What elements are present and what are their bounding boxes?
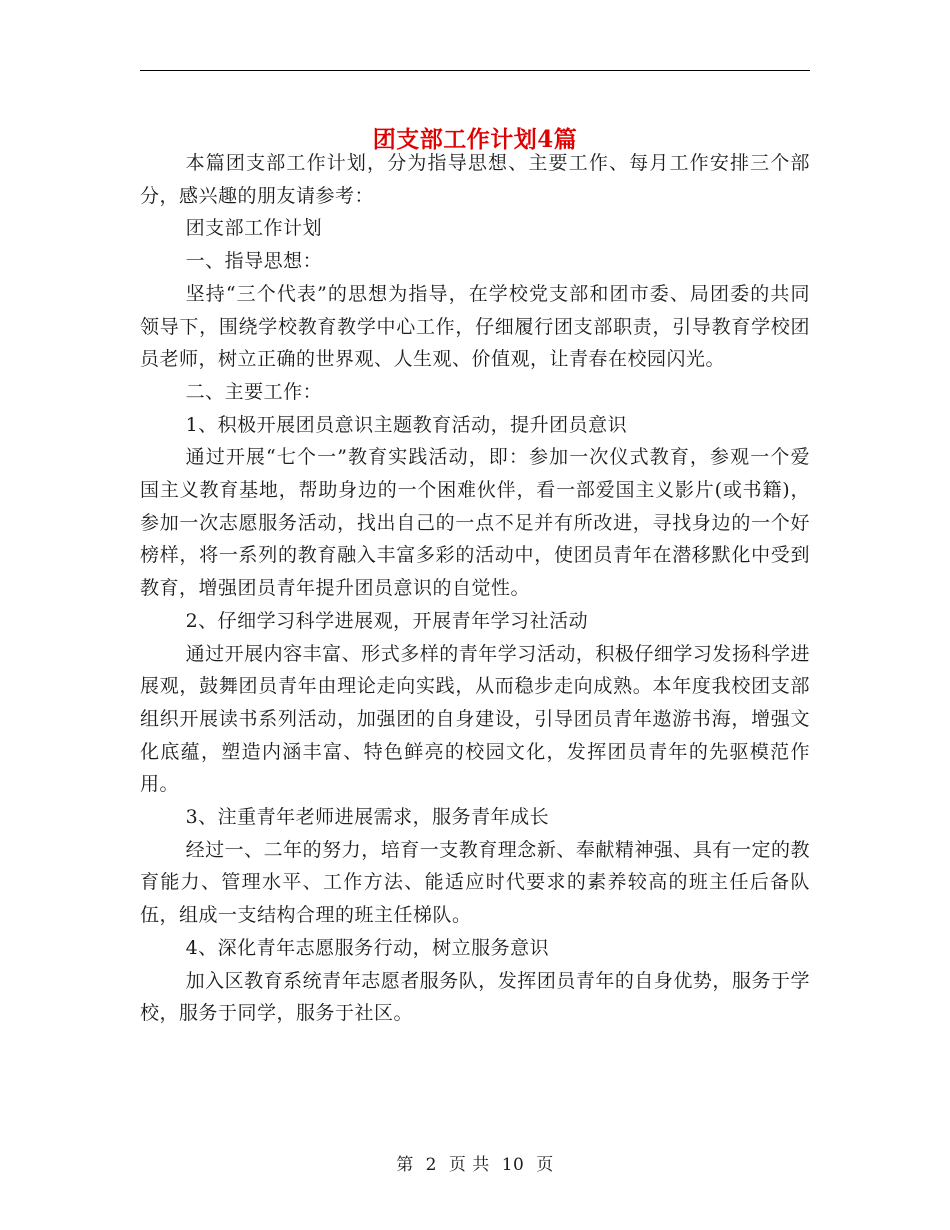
section-heading: 团支部工作计划 (185, 217, 323, 240)
body-paragraph: 通过开展“七个一”教育实践活动，即：参加一次仪式教育，参观一个爱国主义教育基地，帮助身边的一个困难伙伴，看一部爱国主义影片(或书籍)，参加一次志愿服务活动，找出自己的一点不足并有所改进，寻找身边的一个好榜样，将一系列的教育融入丰富多彩的活动中，使团员青年在潜移默化中受到教育，增强团员青年提升团员意识的自觉性。 (140, 446, 810, 600)
subsection-heading: 2、仔细学习科学进展观，开展青年学习社活动 (185, 609, 589, 632)
page-footer (140, 1152, 810, 1178)
body-paragraph: 坚持“三个代表”的思想为指导，在学校党支部和团市委、局团委的共同领导下，围绕学校教育教学中心工作，仔细履行团支部职责，引导教育学校团员老师，树立正确的世界观、人生观、价值观，让青春在校园闪光。 (140, 282, 810, 371)
body-paragraph: 通过开展内容丰富、形式多样的青年学习活动，积极仔细学习发扬科学进展观，鼓舞团员青年由理论走向实践，从而稳步走向成熟。本年度我校团支部组织开展读书系列活动，加强团的自身建设，引导团员青年遨游书海，增强文化底蕴，塑造内涵丰富、特色鲜亮的校园文化，发挥团员青年的先驱模范作用。 (140, 642, 810, 796)
document-title: 团支部工作计划4篇 (372, 126, 578, 154)
intro-paragraph: 本篇团支部工作计划，分为指导思想、主要工作、每月工作安排三个部分，感兴趣的朋友请参考： (140, 152, 810, 207)
current-page-number: 2 (425, 1155, 437, 1175)
body-paragraph: 加入区教育系统青年志愿者服务队，发挥团员青年的自身优势，服务于学校，服务于同学，服务于社区。 (140, 969, 810, 1025)
footer-prefix: 第 (396, 1155, 414, 1175)
footer-middle: 页 共 (448, 1155, 490, 1175)
section-heading: 二、主要工作： (185, 380, 323, 403)
subsection-heading: 3、注重青年老师进展需求，服务青年成长 (185, 806, 550, 829)
total-pages-number: 10 (501, 1155, 525, 1175)
header-rule (140, 70, 810, 71)
subsection-heading: 1、积极开展团员意识主题教育活动，提升团员意识 (185, 413, 628, 436)
subsection-heading: 4、深化青年志愿服务行动，树立服务意识 (185, 936, 550, 959)
document-body (140, 147, 810, 1030)
section-heading: 一、指导思想： (185, 250, 323, 273)
body-paragraph: 经过一、二年的努力，培育一支教育理念新、奉献精神强、具有一定的教育能力、管理水平、工作方法、能适应时代要求的素养较高的班主任后备队伍，组成一支结构合理的班主任梯队。 (140, 838, 810, 927)
footer-suffix: 页 (536, 1155, 554, 1175)
